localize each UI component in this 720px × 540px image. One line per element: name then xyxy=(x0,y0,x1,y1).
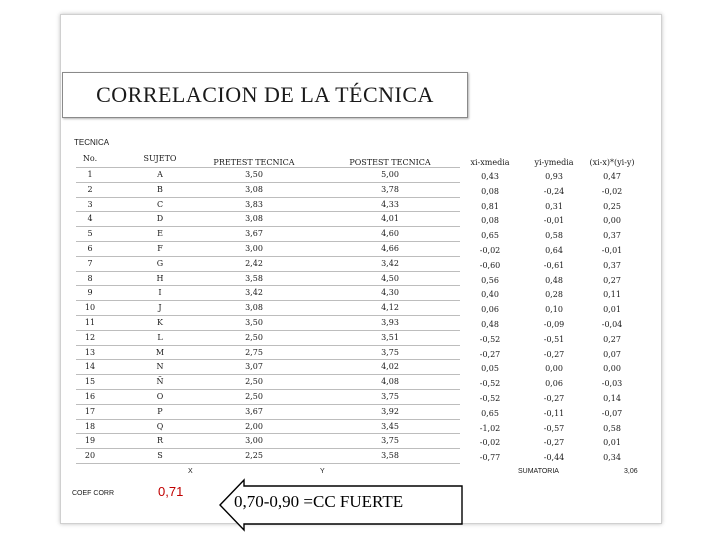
cell-col-pretest: 3,83 xyxy=(245,199,263,209)
cell-col-no: 17 xyxy=(84,406,96,416)
row-divider xyxy=(76,448,460,449)
row-divider xyxy=(76,300,460,301)
cell-col-sujeto: B xyxy=(157,184,163,194)
cell-col-postest: 3,45 xyxy=(381,421,399,431)
row-divider xyxy=(76,211,460,212)
row-divider xyxy=(76,226,460,227)
cell-col-postest: 3,42 xyxy=(381,258,399,268)
cell-col-xi-xmedia: 0,08 xyxy=(481,186,499,196)
row-divider xyxy=(76,285,460,286)
row-divider xyxy=(76,256,460,257)
y-label: Y xyxy=(320,468,325,475)
cell-col-yi-ymedia: 0,93 xyxy=(545,172,563,181)
cell-col-product: 0,00 xyxy=(603,216,621,226)
cell-col-postest: 3,58 xyxy=(381,451,399,461)
cell-col-pretest: 2,42 xyxy=(245,258,263,268)
cell-col-xi-xmedia: 0,08 xyxy=(481,216,499,226)
cell-col-product: 0,01 xyxy=(603,438,621,448)
cell-col-pretest: 3,50 xyxy=(245,318,263,327)
cell-col-product: 0,11 xyxy=(603,290,621,300)
cell-col-postest: 5,00 xyxy=(381,170,399,179)
cell-col-sujeto: M xyxy=(155,347,165,357)
cell-col-sujeto: Ñ xyxy=(156,377,164,387)
cell-col-product: 0,37 xyxy=(603,231,621,241)
cell-col-no: 9 xyxy=(87,288,93,298)
cell-col-pretest: 3,67 xyxy=(245,229,263,239)
cell-col-product: 0,37 xyxy=(603,260,621,270)
row-divider xyxy=(76,419,460,420)
cell-col-postest: 4,66 xyxy=(381,244,399,253)
header-col-product: (xi-x)*(yi-y) xyxy=(589,158,635,167)
cell-col-pretest: 2,50 xyxy=(245,377,263,387)
cell-col-product: 0,07 xyxy=(603,349,621,359)
cell-col-pretest: 3,08 xyxy=(245,184,263,194)
cell-col-yi-ymedia: 0,10 xyxy=(545,305,563,315)
row-divider xyxy=(76,241,460,242)
interpretation-callout xyxy=(218,478,464,532)
cell-col-no: 20 xyxy=(84,451,96,461)
row-divider xyxy=(76,197,460,198)
cell-col-sujeto: C xyxy=(156,199,164,209)
row-divider xyxy=(76,389,460,390)
cell-col-pretest: 3,50 xyxy=(245,170,263,179)
cell-col-sujeto: I xyxy=(158,288,162,298)
cell-col-yi-ymedia: 0,64 xyxy=(545,246,563,255)
slide-title xyxy=(62,72,468,118)
header-col-no: No. xyxy=(82,154,98,163)
cell-col-pretest: 2,50 xyxy=(245,332,263,342)
cell-col-sujeto: J xyxy=(158,303,162,313)
row-divider xyxy=(76,463,460,464)
row-divider xyxy=(76,330,460,331)
cell-col-product: 0,27 xyxy=(603,334,621,344)
cell-col-no: 15 xyxy=(84,377,96,387)
cell-col-xi-xmedia: 0,65 xyxy=(481,408,499,418)
header-col-yi-ymedia: yi-ymedia xyxy=(534,158,574,167)
cell-col-postest: 3,75 xyxy=(381,347,399,357)
cell-col-postest: 3,51 xyxy=(381,332,399,342)
cell-col-no: 10 xyxy=(84,303,96,313)
cell-col-no: 12 xyxy=(84,332,96,342)
cell-col-no: 16 xyxy=(84,392,96,401)
cell-col-xi-xmedia: 0,65 xyxy=(481,231,499,241)
cell-col-xi-xmedia: -0,02 xyxy=(479,246,501,255)
cell-col-yi-ymedia: 0,28 xyxy=(545,290,563,300)
cell-col-yi-ymedia: -0,01 xyxy=(543,216,565,226)
cell-col-product: 0,47 xyxy=(603,172,621,181)
cell-col-postest: 4,08 xyxy=(381,377,399,387)
cell-col-xi-xmedia: 0,56 xyxy=(481,275,499,285)
cell-col-xi-xmedia: -0,02 xyxy=(479,438,501,448)
row-divider xyxy=(76,315,460,316)
cell-col-yi-ymedia: -0,11 xyxy=(543,408,565,418)
cell-col-pretest: 2,50 xyxy=(245,392,263,401)
cell-col-product: -0,03 xyxy=(601,379,623,389)
cell-col-xi-xmedia: 0,48 xyxy=(481,320,499,329)
header-col-postest: POSTEST TECNICA xyxy=(349,158,431,167)
row-divider xyxy=(76,271,460,272)
cell-col-no: 7 xyxy=(87,258,93,268)
x-label: X xyxy=(188,468,193,475)
cell-col-yi-ymedia: -0,27 xyxy=(543,438,565,448)
cell-col-product: 0,01 xyxy=(603,305,621,315)
cell-col-pretest: 3,00 xyxy=(245,436,263,446)
cell-col-xi-xmedia: 0,06 xyxy=(481,305,499,315)
cell-col-postest: 4,01 xyxy=(381,214,399,224)
cell-col-yi-ymedia: 0,31 xyxy=(545,201,563,211)
cell-col-sujeto: L xyxy=(157,332,163,342)
cell-col-no: 19 xyxy=(84,436,96,446)
header-col-pretest: PRETEST TECNICA xyxy=(213,158,295,167)
cell-col-xi-xmedia: 0,40 xyxy=(481,290,499,300)
cell-col-no: 5 xyxy=(87,229,93,239)
cell-col-sujeto: S xyxy=(157,451,163,461)
cell-col-no: 4 xyxy=(87,214,93,224)
cell-col-no: 11 xyxy=(84,318,96,327)
cell-col-yi-ymedia: -0,27 xyxy=(543,349,565,359)
cell-col-xi-xmedia: 0,43 xyxy=(481,172,499,181)
cell-col-product: -0,01 xyxy=(601,246,623,255)
cell-col-product: 0,14 xyxy=(603,394,621,403)
cell-col-postest: 4,30 xyxy=(381,288,399,298)
cell-col-pretest: 3,08 xyxy=(245,303,263,313)
cell-col-postest: 4,33 xyxy=(381,199,399,209)
cell-col-pretest: 3,08 xyxy=(245,214,263,224)
cell-col-product: 0,27 xyxy=(603,275,621,285)
cell-col-no: 6 xyxy=(87,244,93,253)
cell-col-sujeto: O xyxy=(156,392,164,401)
title-text: CORRELACION DE LA TÉCNICA xyxy=(96,82,434,107)
row-divider xyxy=(76,345,460,346)
sumatoria-label: SUMATORIA xyxy=(518,468,559,475)
coef-corr-value: 0,71 xyxy=(158,484,184,499)
cell-col-pretest: 2,75 xyxy=(245,347,263,357)
cell-col-no: 8 xyxy=(87,273,93,283)
cell-col-yi-ymedia: -0,27 xyxy=(543,394,565,403)
cell-col-no: 3 xyxy=(87,199,93,209)
cell-col-postest: 3,75 xyxy=(381,436,399,446)
cell-col-product: -0,04 xyxy=(601,320,623,329)
cell-col-xi-xmedia: -0,52 xyxy=(479,334,501,344)
cell-col-yi-ymedia: -0,57 xyxy=(543,423,565,433)
cell-col-postest: 4,50 xyxy=(381,273,399,283)
row-divider xyxy=(76,404,460,405)
cell-col-product: 0,34 xyxy=(603,453,621,463)
cell-col-xi-xmedia: -0,77 xyxy=(479,453,501,463)
cell-col-xi-xmedia: 0,81 xyxy=(481,201,499,211)
cell-col-yi-ymedia: 0,48 xyxy=(545,275,563,285)
cell-col-product: 0,25 xyxy=(603,201,621,211)
cell-col-sujeto: P xyxy=(157,406,163,416)
cell-col-xi-xmedia: 0,05 xyxy=(481,364,499,374)
cell-col-sujeto: R xyxy=(156,436,164,446)
cell-col-no: 18 xyxy=(84,421,96,431)
cell-col-yi-ymedia: -0,51 xyxy=(543,334,565,344)
cell-col-xi-xmedia: -0,52 xyxy=(479,379,501,389)
cell-col-no: 14 xyxy=(84,362,96,372)
cell-col-postest: 3,93 xyxy=(381,318,399,327)
cell-col-sujeto: A xyxy=(157,170,163,179)
cell-col-postest: 3,92 xyxy=(381,406,399,416)
sumatoria-value: 3,06 xyxy=(624,468,638,475)
cell-col-postest: 3,78 xyxy=(381,184,399,194)
cell-col-yi-ymedia: 0,06 xyxy=(545,379,563,389)
cell-col-pretest: 3,42 xyxy=(245,288,263,298)
cell-col-yi-ymedia: -0,61 xyxy=(543,260,565,270)
row-divider xyxy=(76,374,460,375)
cell-col-yi-ymedia: 0,00 xyxy=(545,364,563,374)
cell-col-no: 1 xyxy=(87,170,93,179)
cell-col-yi-ymedia: 0,58 xyxy=(545,231,563,241)
cell-col-pretest: 2,25 xyxy=(245,451,263,461)
row-divider xyxy=(76,182,460,183)
cell-col-postest: 3,75 xyxy=(381,392,399,401)
row-divider xyxy=(76,433,460,434)
cell-col-pretest: 2,00 xyxy=(245,421,263,431)
cell-col-xi-xmedia: -0,60 xyxy=(479,260,501,270)
cell-col-pretest: 3,58 xyxy=(245,273,263,283)
cell-col-xi-xmedia: -0,27 xyxy=(479,349,501,359)
header-col-xi-xmedia: xi-xmedia xyxy=(470,158,510,167)
cell-col-no: 13 xyxy=(84,347,96,357)
cell-col-postest: 4,02 xyxy=(381,362,399,372)
interpretation-text: 0,70-0,90 =CC FUERTE xyxy=(234,492,404,511)
cell-col-postest: 4,12 xyxy=(381,303,399,313)
cell-col-xi-xmedia: -0,52 xyxy=(479,394,501,403)
coef-corr-label: COEF CORR xyxy=(72,490,114,497)
cell-col-product: 0,58 xyxy=(603,423,621,433)
cell-col-product: -0,02 xyxy=(601,186,623,196)
header-col-sujeto: SUJETO xyxy=(143,154,177,163)
cell-col-sujeto: F xyxy=(157,244,163,253)
cell-col-xi-xmedia: -1,02 xyxy=(479,423,501,433)
cell-col-no: 2 xyxy=(87,184,93,194)
row-divider xyxy=(76,167,460,168)
cell-col-pretest: 3,00 xyxy=(245,244,263,253)
cell-col-sujeto: N xyxy=(156,362,164,372)
cell-col-pretest: 3,67 xyxy=(245,406,263,416)
cell-col-sujeto: D xyxy=(156,214,164,224)
cell-col-yi-ymedia: -0,09 xyxy=(543,320,565,329)
row-divider xyxy=(76,359,460,360)
cell-col-pretest: 3,07 xyxy=(245,362,263,372)
cell-col-sujeto: H xyxy=(156,273,164,283)
cell-col-sujeto: E xyxy=(157,229,163,239)
cell-col-yi-ymedia: -0,44 xyxy=(543,453,565,463)
section-label: TECNICA xyxy=(74,138,110,147)
cell-col-product: -0,07 xyxy=(601,408,623,418)
cell-col-sujeto: Q xyxy=(156,421,164,431)
cell-col-postest: 4,60 xyxy=(381,229,399,239)
cell-col-sujeto: G xyxy=(156,258,164,268)
cell-col-sujeto: K xyxy=(157,318,163,327)
cell-col-yi-ymedia: -0,24 xyxy=(543,186,565,196)
cell-col-product: 0,00 xyxy=(603,364,621,374)
